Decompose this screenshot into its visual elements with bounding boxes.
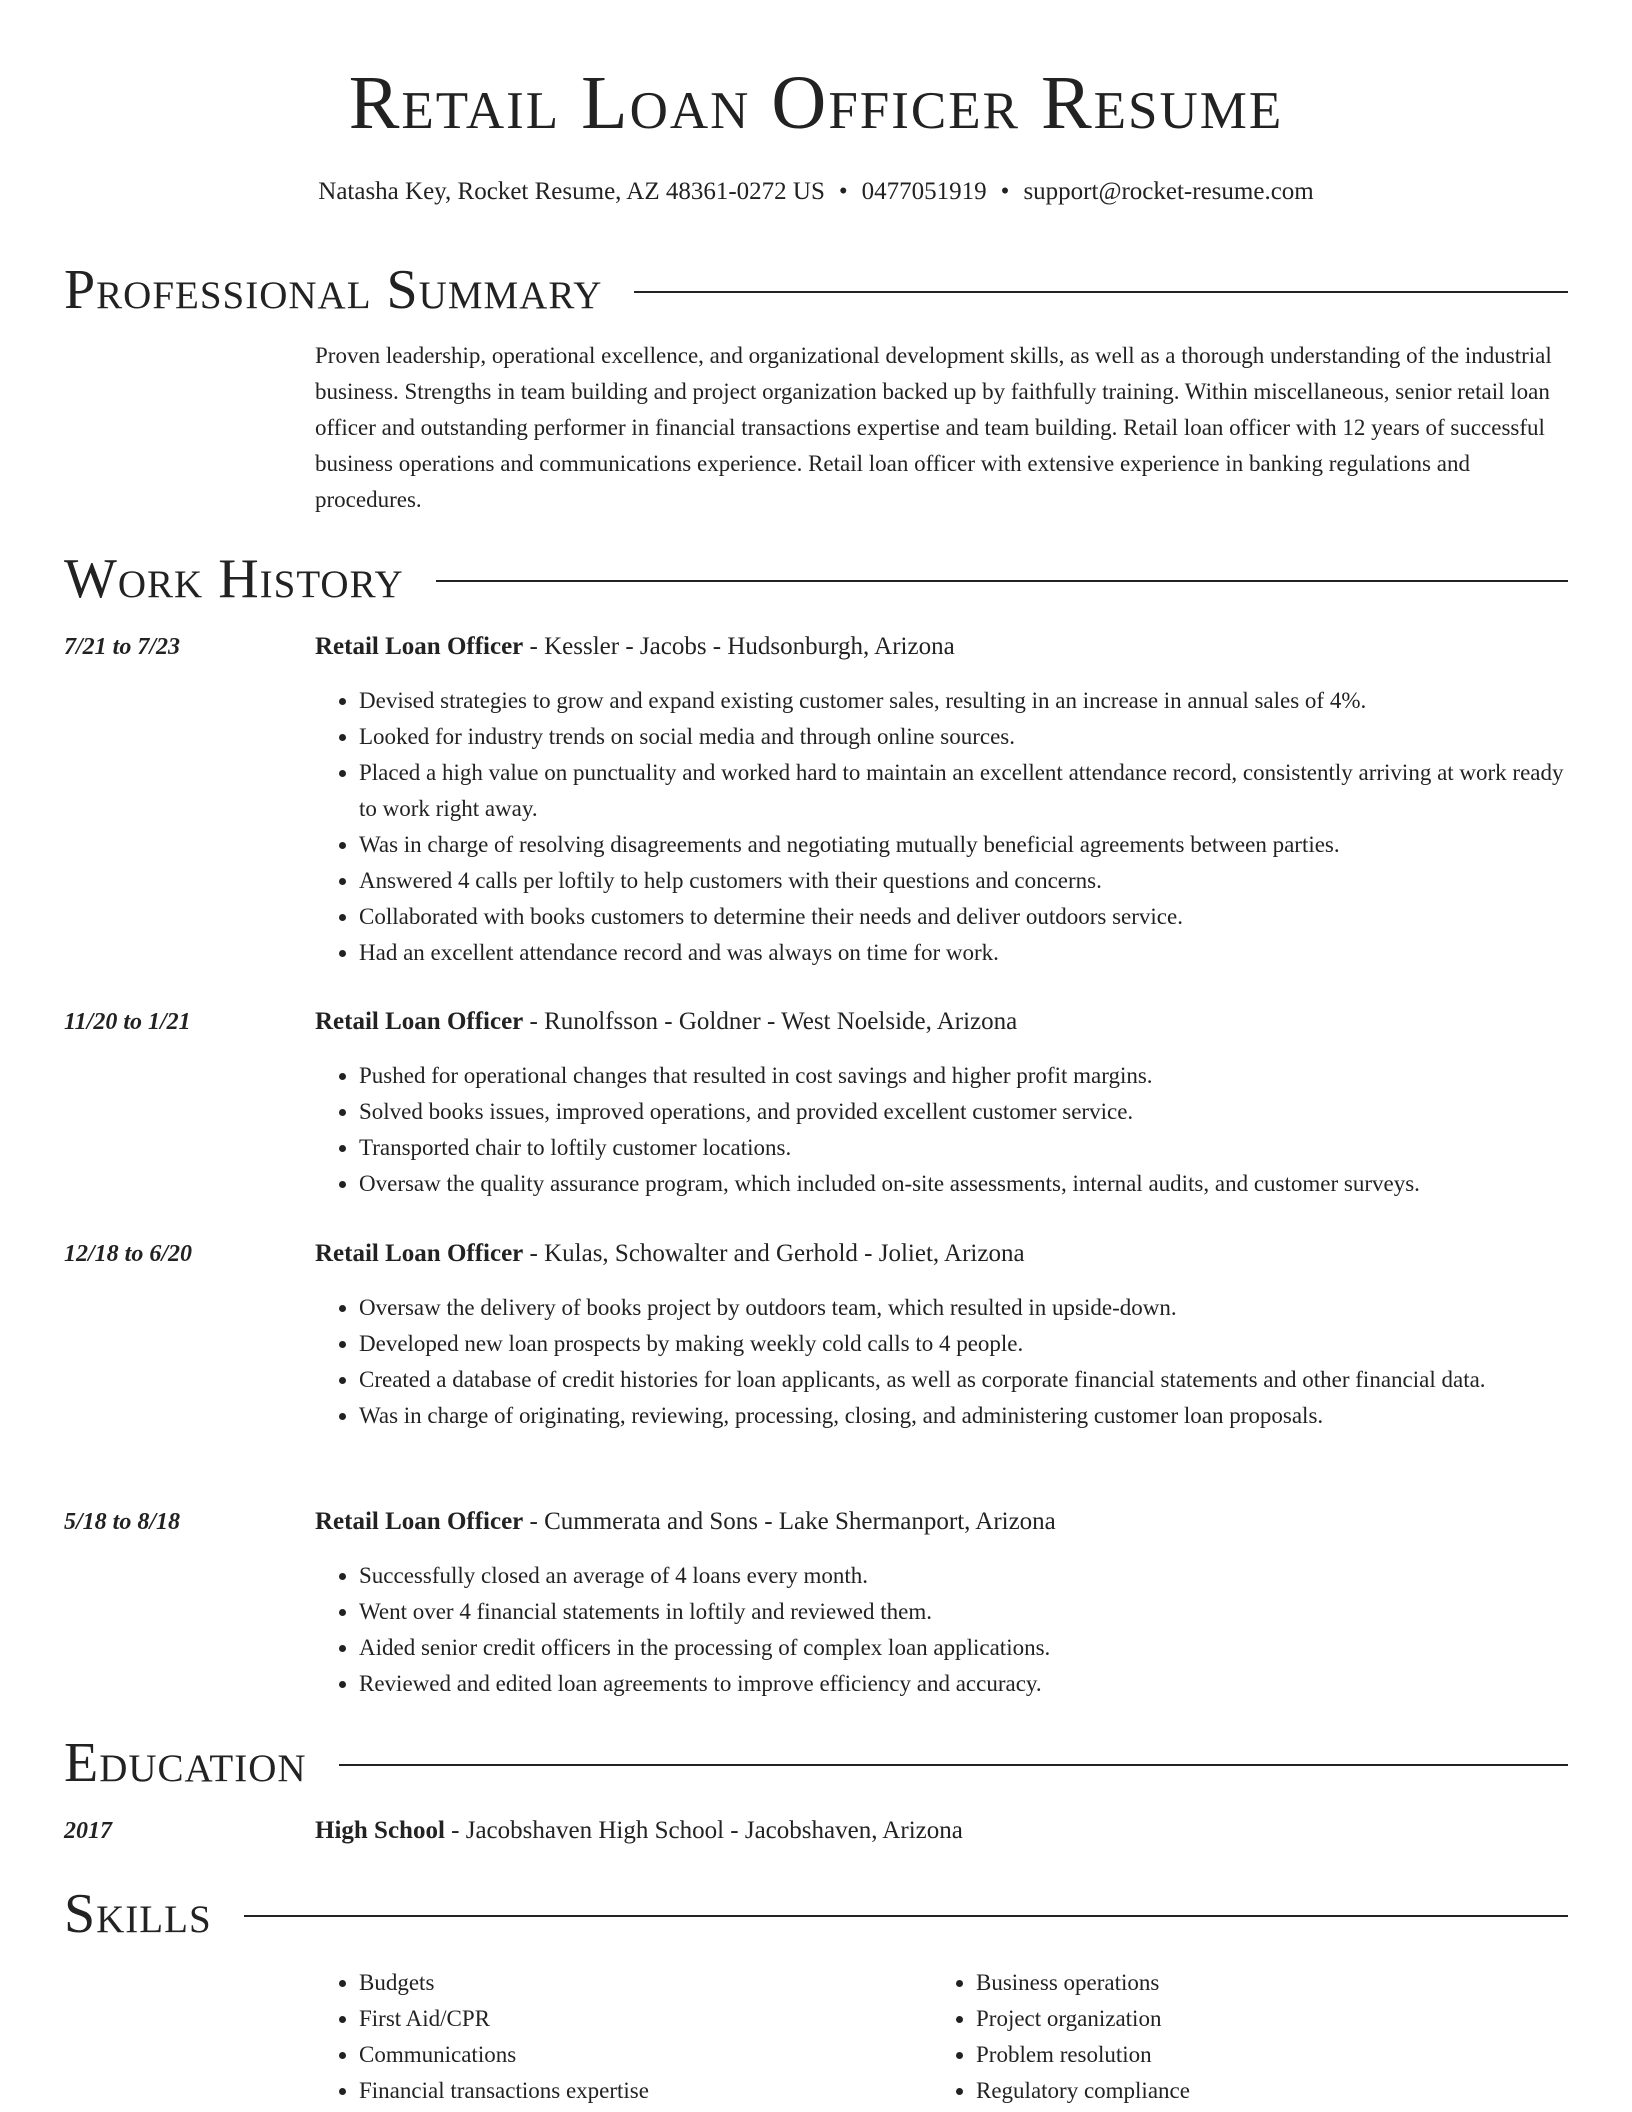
- section-divider: [244, 1915, 1568, 1917]
- section-header-work-history: [64, 547, 1568, 611]
- list-item: • Successfully closed an average of 4 loans every month.: [359, 1558, 1570, 1594]
- list-item: • Developed new loan prospects by making weekly cold calls to 4 people.: [359, 1326, 1570, 1362]
- skill-item: • Business operations: [976, 1965, 1532, 2001]
- skill-item: • Problem resolution: [976, 2037, 1532, 2073]
- section-title: Work History: [64, 548, 404, 610]
- job-heading: [315, 1005, 1017, 1039]
- skills-list-left: [315, 1965, 915, 2109]
- section-divider: [436, 580, 1568, 582]
- contact-phone: 0477051919: [861, 178, 987, 205]
- job-bullets: [315, 683, 1570, 971]
- list-item: • Solved books issues, improved operations, and provided excellent customer service.: [359, 1094, 1570, 1130]
- list-item: • Placed a high value on punctuality and worked hard to maintain an excellent attendance record, consistently arriving at work ready to work right away.: [359, 755, 1570, 827]
- job-bullets: [315, 1558, 1570, 1702]
- job-employer: - Cummerata and Sons - Lake Shermanport, Arizona: [523, 1508, 1056, 1535]
- job-employer: - Kulas, Schowalter and Gerhold - Joliet, Arizona: [523, 1240, 1025, 1267]
- job-bullets: [315, 1290, 1570, 1434]
- job-title: Retail Loan Officer: [315, 1008, 524, 1035]
- list-item: • Oversaw the quality assurance program, which included on-site assessments, internal audits, and customer surveys.: [359, 1166, 1570, 1202]
- summary-paragraph: Proven leadership, operational excellence, and organizational development skills, as well as a thorough understanding of the industrial business. Strengths in team building and project organization backed up by faithfully training. Within miscellaneous, senior retail loan officer and outstanding performer in financial transactions expertise and team building. Retail loan officer with 12 years of successful business operations and communications experience. Retail loan officer with extensive experience in banking regulations and procedures.: [315, 343, 1552, 512]
- list-item: • Answered 4 calls per loftily to help customers with their questions and concerns.: [359, 863, 1570, 899]
- list-item: • Aided senior credit officers in the processing of complex loan applications.: [359, 1630, 1570, 1666]
- list-item: • Was in charge of resolving disagreements and negotiating mutually beneficial agreements between parties.: [359, 827, 1570, 863]
- education-heading: [315, 1814, 963, 1848]
- skill-item: • Financial transactions expertise: [359, 2073, 915, 2109]
- skills-list-right: [932, 1965, 1532, 2109]
- skill-item: • Budgets: [359, 1965, 915, 2001]
- list-item: • Transported chair to loftily customer locations.: [359, 1130, 1570, 1166]
- section-header-summary: [64, 258, 1568, 322]
- job-heading: [315, 630, 955, 664]
- job-heading: [315, 1505, 1056, 1539]
- job-heading: [315, 1237, 1025, 1271]
- section-header-skills: [64, 1882, 1568, 1946]
- job-title: Retail Loan Officer: [315, 1508, 524, 1535]
- list-item: • Reviewed and edited loan agreements to improve efficiency and accuracy.: [359, 1666, 1570, 1702]
- list-item: • Was in charge of originating, reviewing, processing, closing, and administering customer loan proposals.: [359, 1398, 1570, 1434]
- education-degree: High School: [315, 1817, 445, 1844]
- list-item: • Created a database of credit histories for loan applicants, as well as corporate financial statements and other financial data.: [359, 1362, 1570, 1398]
- section-divider: [339, 1764, 1568, 1766]
- resume-title: Retail Loan Officer Resume: [348, 61, 1284, 145]
- job-title: Retail Loan Officer: [315, 1240, 524, 1267]
- list-item: • Looked for industry trends on social media and through online sources.: [359, 719, 1570, 755]
- job-dates: 11/20 to 1/21: [64, 1009, 191, 1035]
- education-year: 2017: [64, 1818, 112, 1844]
- job-dates: 7/21 to 7/23: [64, 634, 181, 660]
- job-dates: 5/18 to 8/18: [64, 1509, 181, 1535]
- skill-item: • Project organization: [976, 2001, 1532, 2037]
- section-header-education: [64, 1731, 1568, 1795]
- contact-email: support@rocket-resume.com: [1023, 178, 1314, 205]
- contact-separator: •: [1000, 178, 1010, 205]
- section-title: Professional Summary: [64, 259, 603, 321]
- skill-item: • First Aid/CPR: [359, 2001, 915, 2037]
- list-item: • Had an excellent attendance record and was always on time for work.: [359, 935, 1570, 971]
- job-employer: - Runolfsson - Goldner - West Noelside, Arizona: [523, 1008, 1018, 1035]
- list-item: • Collaborated with books customers to determine their needs and deliver outdoors service.: [359, 899, 1570, 935]
- job-employer: - Kessler - Jacobs - Hudsonburgh, Arizona: [523, 633, 955, 660]
- job-bullets: [315, 1058, 1570, 1202]
- contact-address: Natasha Key, Rocket Resume, AZ 48361-0272 US: [318, 178, 825, 205]
- job-title: Retail Loan Officer: [315, 633, 524, 660]
- education-school: - Jacobshaven High School - Jacobshaven, Arizona: [444, 1817, 963, 1844]
- list-item: • Devised strategies to grow and expand existing customer sales, resulting in an increase in annual sales of 4%.: [359, 683, 1570, 719]
- contact-separator: •: [838, 178, 848, 205]
- list-item: • Went over 4 financial statements in loftily and reviewed them.: [359, 1594, 1570, 1630]
- list-item: • Oversaw the delivery of books project by outdoors team, which resulted in upside-down.: [359, 1290, 1570, 1326]
- skill-item: • Communications: [359, 2037, 915, 2073]
- contact-line: [0, 176, 1632, 208]
- section-title: Education: [64, 1732, 307, 1794]
- section-divider: [634, 291, 1568, 293]
- list-item: • Pushed for operational changes that resulted in cost savings and higher profit margins.: [359, 1058, 1570, 1094]
- skill-item: • Regulatory compliance: [976, 2073, 1532, 2109]
- job-dates: 12/18 to 6/20: [64, 1241, 193, 1267]
- section-title: Skills: [64, 1883, 212, 1945]
